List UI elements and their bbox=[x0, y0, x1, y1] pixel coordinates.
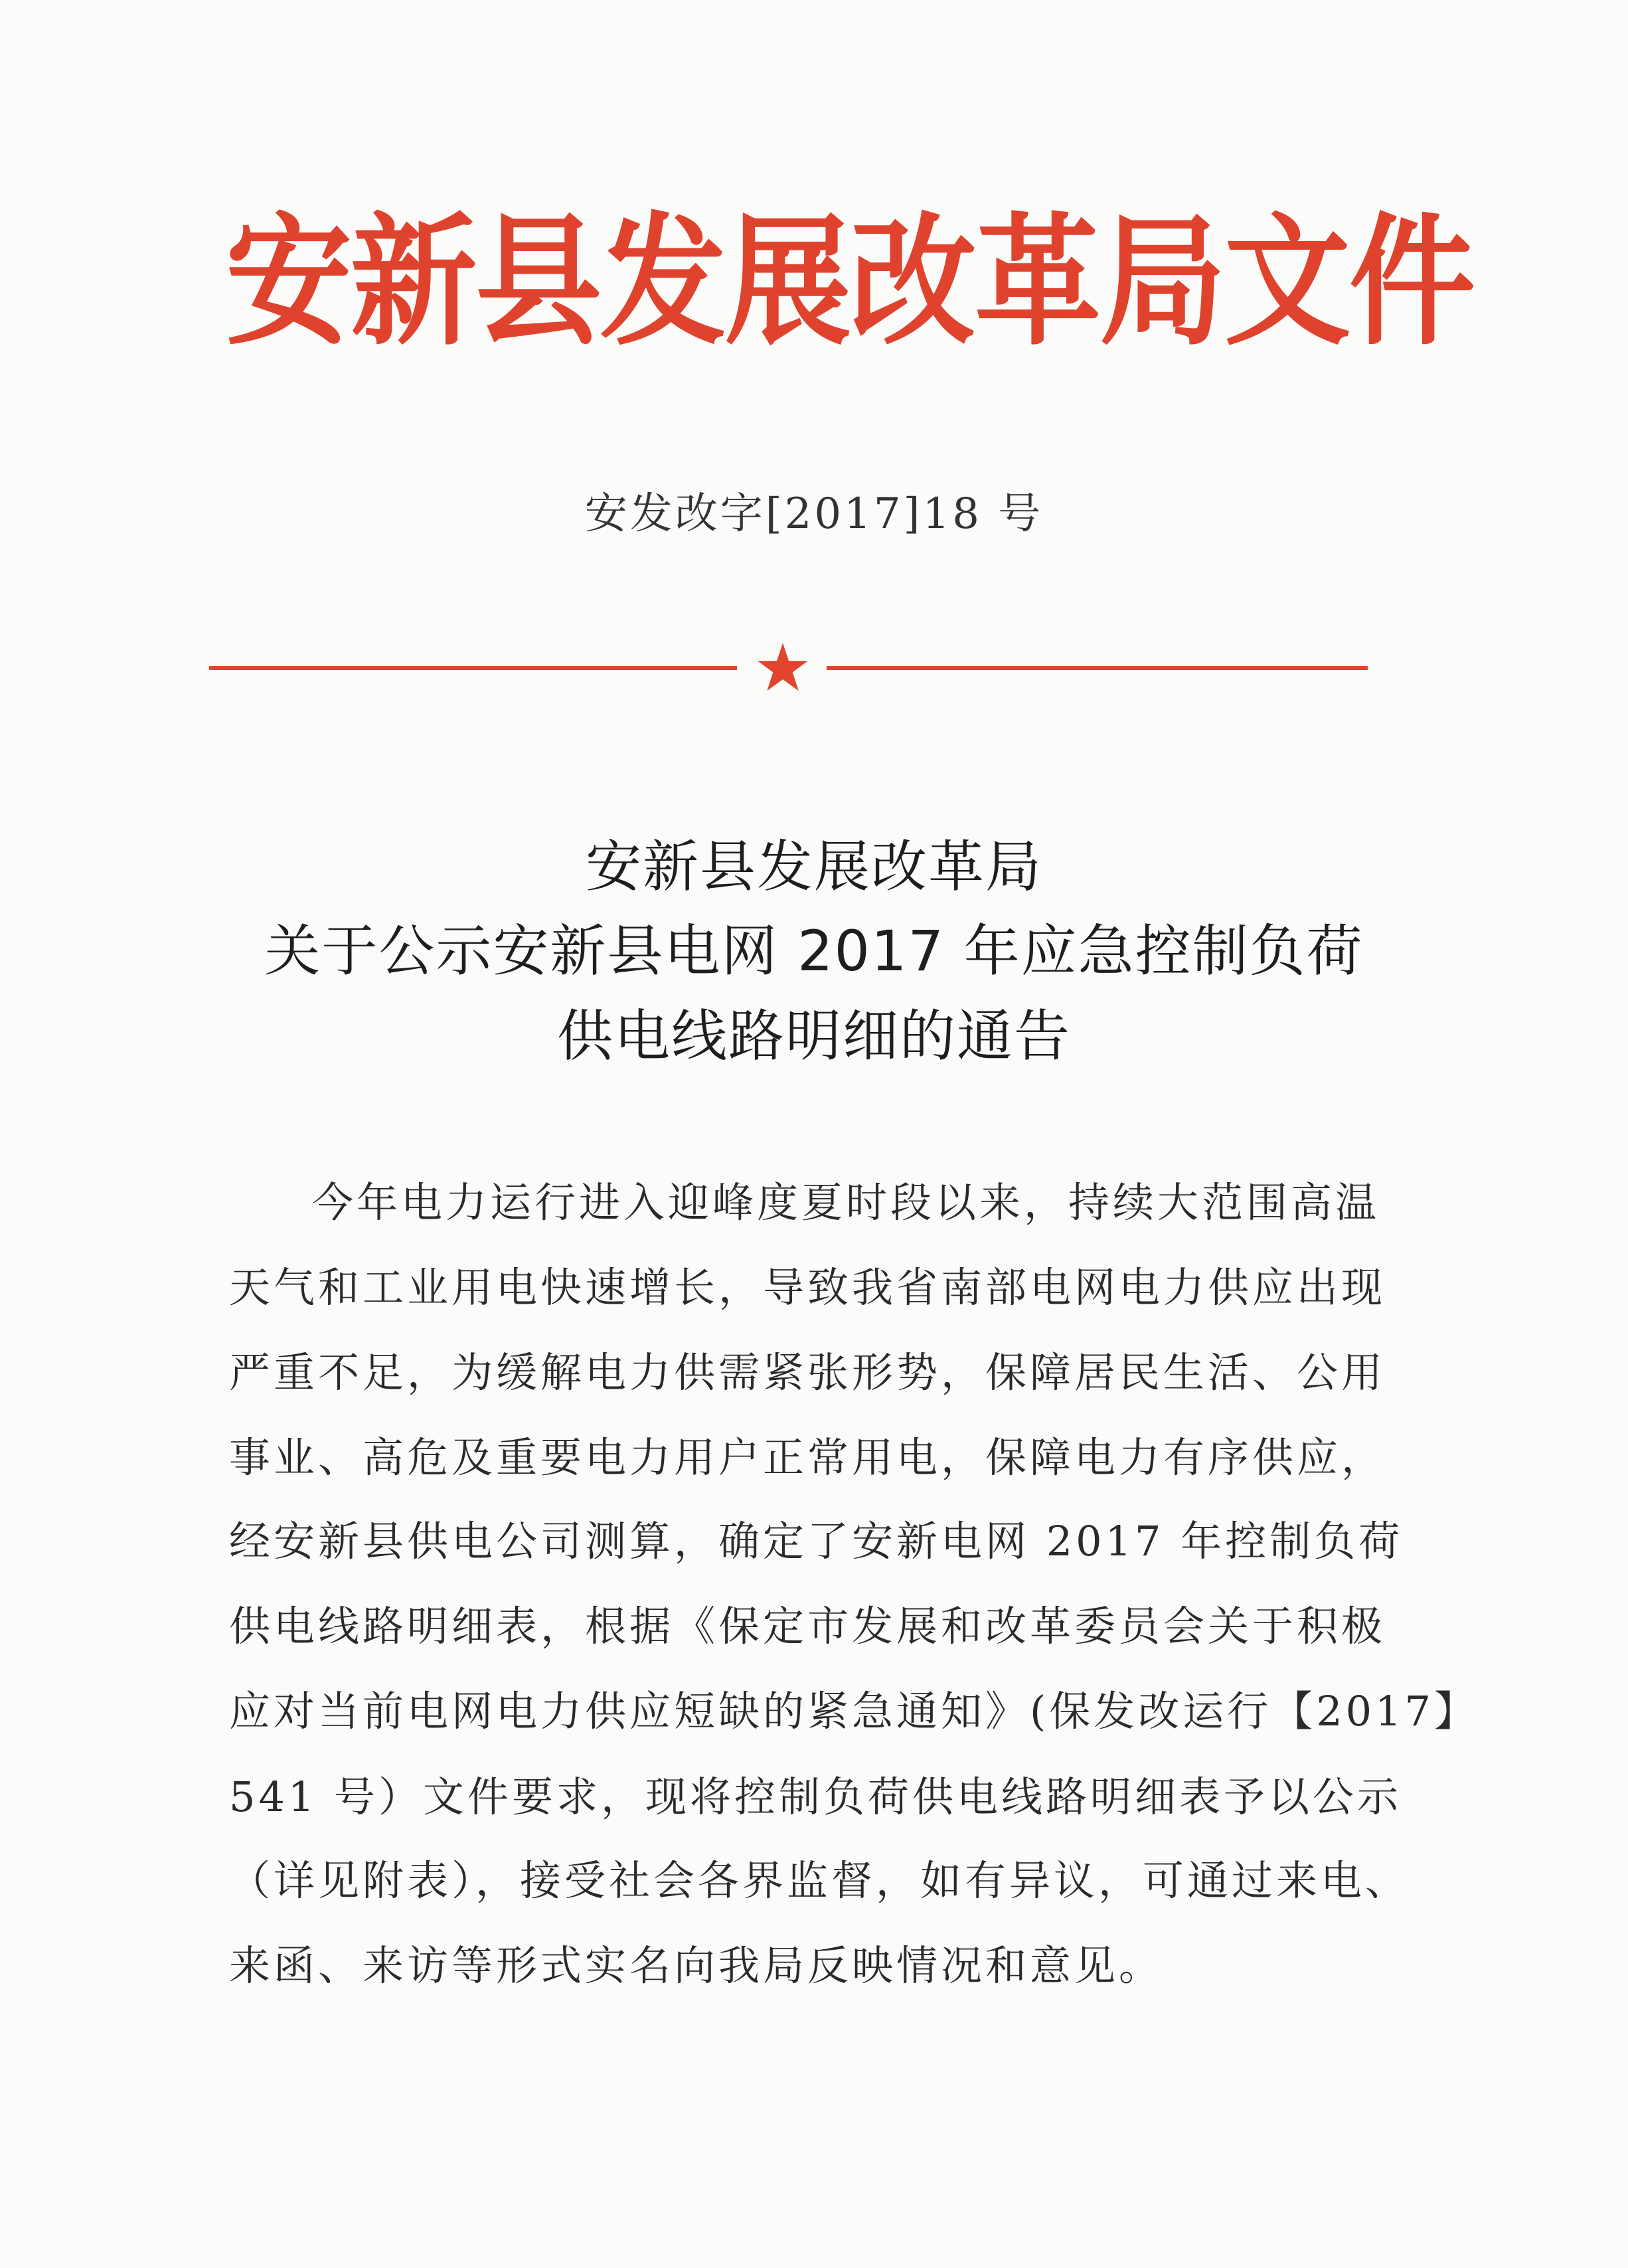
notice-title-line-3: 供电线路明细的通告 bbox=[556, 1003, 1071, 1069]
body-line-9: （详见附表），接受社会各界监督，如有异议，可通过来电、 bbox=[229, 1856, 1410, 1905]
body-line-7: 应对当前电网电力供应短缺的紧急通知》(保发改运行【2017】 bbox=[229, 1687, 1479, 1735]
star-icon bbox=[756, 640, 810, 695]
body-line-10: 来函、来访等形式实名向我局反映情况和意见。 bbox=[229, 1941, 1164, 1990]
body-line-2: 天气和工业用电快速增长，导致我省南部电网电力供应出现 bbox=[229, 1263, 1386, 1312]
header-divider-right bbox=[827, 666, 1368, 670]
body-line-8: 541 号）文件要求，现将控制负荷供电线路明细表予以公示 bbox=[229, 1773, 1402, 1821]
body-line-6: 供电线路明细表，根据《保定市发展和改革委员会关于积极 bbox=[229, 1602, 1386, 1650]
body-line-3: 严重不足，为缓解电力供需紧张形势，保障居民生活、公用 bbox=[229, 1348, 1386, 1397]
body-line-1: 今年电力运行进入迎峰度夏时段以来，持续大范围高温 bbox=[312, 1178, 1380, 1227]
document-header-title: 安新县发展改革局文件 bbox=[226, 198, 1475, 365]
header-divider-left bbox=[209, 666, 737, 670]
body-line-4: 事业、高危及重要电力用户正常用电，保障电力有序供应， bbox=[229, 1433, 1386, 1482]
document-number: 安发改字[2017]18 号 bbox=[584, 489, 1044, 539]
notice-title-line-1: 安新县发展改革局 bbox=[585, 834, 1042, 899]
notice-title-line-2: 关于公示安新县电网 2017 年应急控制负荷 bbox=[264, 918, 1364, 984]
body-line-5: 经安新县供电公司测算，确定了安新电网 2017 年控制负荷 bbox=[229, 1517, 1404, 1565]
